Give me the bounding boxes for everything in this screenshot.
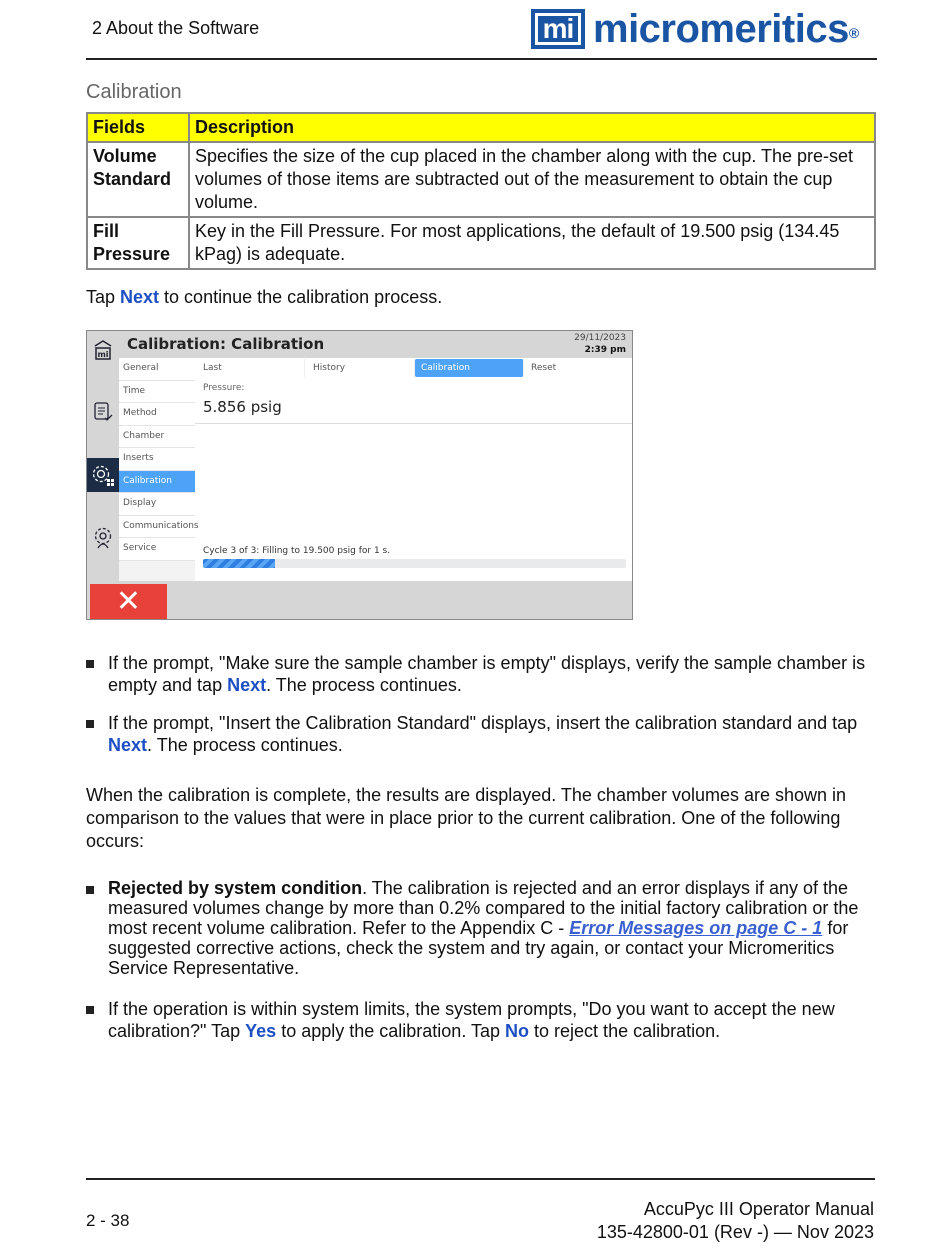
error-messages-link[interactable]: Error Messages on page C - 1 <box>569 918 823 938</box>
footer-manual-info <box>597 1198 874 1244</box>
table-row <box>87 142 875 217</box>
menu-item-general[interactable]: General <box>119 358 195 381</box>
table-row <box>87 217 875 269</box>
tab-history[interactable]: History <box>307 359 415 377</box>
menu-item-calibration[interactable]: Calibration <box>119 471 195 494</box>
bullet-icon <box>86 1006 94 1014</box>
menu-item-communications[interactable]: Communications <box>119 516 195 539</box>
no-keyword: No <box>505 1021 530 1041</box>
column-header-description: Description <box>189 113 875 142</box>
screen-title-bar <box>119 331 632 358</box>
pressure-label: Pressure: <box>203 383 245 393</box>
list-item: If the operation is within system limits, the system prompts, "Do you want to accept the new calibration?" Tap Yes to apply the calibration. Tap No to reject the calibration. <box>86 998 876 1042</box>
list-item: If the prompt, "Insert the Calibration Standard" displays, insert the calibration standard and tap Next. The process continues. <box>86 712 876 756</box>
next-keyword: Next <box>120 287 160 307</box>
chapter-header: 2 About the Software <box>92 18 260 38</box>
document-number: 135-42800-01 (Rev -) — Nov 2023 <box>596 1222 874 1242</box>
svg-text:mi: mi <box>97 350 109 359</box>
next-keyword: Next <box>227 675 267 695</box>
micromeritics-logo <box>531 8 859 50</box>
menu-item-time[interactable]: Time <box>119 381 195 404</box>
user-settings-icon[interactable] <box>87 521 119 555</box>
bullet-icon <box>86 660 94 668</box>
menu-item-service[interactable]: Service <box>119 538 195 561</box>
tab-reset[interactable]: Reset <box>531 363 557 373</box>
tab-bar <box>195 358 632 378</box>
bullet-icon <box>86 720 94 728</box>
page-number: 2 - 38 <box>86 1211 130 1230</box>
logo-mark-icon: mi <box>531 9 585 49</box>
footer-divider <box>86 1178 875 1180</box>
yes-keyword: Yes <box>245 1021 277 1041</box>
calibration-screen-figure <box>86 330 633 620</box>
progress-bar <box>203 559 626 568</box>
datetime: 29/11/2023 2:39 pm <box>574 333 626 355</box>
field-name: Fill Pressure <box>87 217 189 269</box>
report-icon[interactable] <box>87 395 119 429</box>
settings-menu <box>119 358 199 581</box>
screen-title: Calibration: Calibration <box>127 335 325 353</box>
completion-paragraph: When the calibration is complete, the results are displayed. The chamber volumes are shown in comparison to the values that were in place prior to the current calibration. One of the following occurs: <box>86 785 847 851</box>
fields-table <box>86 112 876 270</box>
pressure-value: 5.856 psig <box>203 398 282 416</box>
bottom-bar <box>87 581 632 619</box>
logo-wordmark: micromeritics® <box>593 7 859 51</box>
field-name: Volume Standard <box>87 142 189 217</box>
menu-item-inserts[interactable]: Inserts <box>119 448 195 471</box>
menu-item-display[interactable]: Display <box>119 493 195 516</box>
header-divider <box>86 58 877 60</box>
next-keyword: Next <box>108 735 148 755</box>
tap-next-instruction: Tap Next to continue the calibration process. <box>86 287 443 307</box>
menu-item-method[interactable]: Method <box>119 403 195 426</box>
section-title: Calibration <box>86 81 182 103</box>
list-item: Rejected by system condition. The calibration is rejected and an error displays if any of the measured volumes change by more than 0.2% compared to the initial factory calibration or the most recent volume calibration. Refer to the Appendix C - Error Messages on page C - 1 for suggested corrective actions, check the system and try again, or contact your Micromeritics Service Representative. <box>86 878 876 978</box>
list-item: If the prompt, "Make sure the sample chamber is empty" displays, verify the sample chamber is empty and tap Next. The process continues. <box>86 652 876 696</box>
home-mi-icon[interactable] <box>87 333 119 367</box>
tab-last[interactable]: Last <box>197 359 305 377</box>
field-description: Specifies the size of the cup placed in the chamber along with the cup. The pre-set volumes of those items are subtracted out of the measurement to obtain the cup volume. <box>189 142 875 217</box>
cancel-button[interactable]: ✕ <box>90 584 167 620</box>
field-description: Key in the Fill Pressure. For most applications, the default of 19.500 psig (134.45 kPag) is adequate. <box>189 217 875 269</box>
table-header-row <box>87 113 875 142</box>
cycle-status: Cycle 3 of 3: Filling to 19.500 psig for 1 s. <box>203 546 391 556</box>
manual-title: AccuPyc III Operator Manual <box>643 1199 874 1219</box>
tab-calibration[interactable]: Calibration <box>415 359 524 377</box>
settings-grid-icon[interactable] <box>87 458 119 492</box>
bullet-icon <box>86 886 94 894</box>
menu-item-chamber[interactable]: Chamber <box>119 426 195 449</box>
rejected-term: Rejected by system condition <box>108 878 363 898</box>
progress-fill <box>203 559 275 568</box>
column-header-fields: Fields <box>87 113 189 142</box>
content-divider <box>195 423 632 424</box>
